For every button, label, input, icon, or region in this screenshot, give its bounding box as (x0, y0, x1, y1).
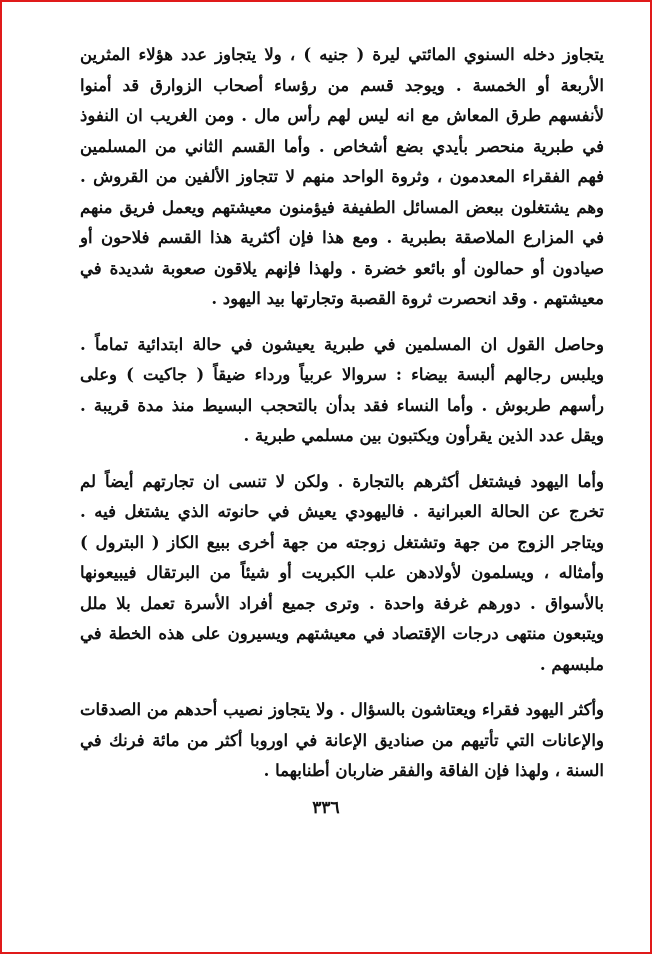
paragraph-gap (80, 680, 604, 695)
paragraph-3: وأما اليهود فيشتغل أكثرهم بالتجارة . ولكن لا تنسى ان تجارتهم أيضاً لم تخرج عن الحالة العبرانية . فاليهودي يعيش في حانوته الذي يشتغل فيه . ويتاجر الزوج من جهة وتشتغل زوجته من جهة أخرى ببيع الكاز ( البترول ) وأمثاله ، ويسلمون لأولادهن علب الكبريت أو شيئاً من البرتقال فيبيعونها بالأسواق . دورهم غرفة واحدة . وترى جميع أفراد الأسرة تعمل بلا ملل ويتبعون منتهى درجات الإقتصاد في معيشتهم ويسيرون على هذه الخطة في ملبسهم . (80, 471, 604, 674)
paragraph-2: وحاصل القول ان المسلمين في طبرية يعيشون في حالة ابتدائية تماماً . ويلبس رجالهم ألبسة بيضاء : سروالا عربياً ورداء ضيقاً ( جاكيت ) وعلى رأسهم طربوش . وأما النساء فقد بدأن بالتحجب البسيط منذ مدة قريبة . ويقل عدد الذين يقرأون ويكتبون بين مسلمي طبرية . (80, 334, 604, 445)
paragraph-1: يتجاوز دخله السنوي المائتي ليرة ( جنيه ) ، ولا يتجاوز عدد هؤلاء المثرين الأربعة أو الخمسة . ويوجد قسم من رؤساء أصحاب الزوارق قد أمنوا لأنفسهم طرق المعاش مع انه ليس لهم رأس مال . ومن الغريب ان النفوذ في طبرية منحصر بأيدي بضع أشخاص . وأما القسم الثاني من المسلمين فهم الفقراء المعدمون ، وثروة الواحد منهم لا تتجاوز الألفين من القروش . وهم يشتغلون ببعض المسائل الطفيفة فيؤمنون معيشتهم ويعمل فريق منهم في المزارع الملاصقة بطبرية . ومع هذا فإن أكثرية هذا القسم فلاحون أو صيادون أو حمالون أو بائعو خضرة . ولهذا فإنهم يلاقون صعوبة شديدة في معيشتهم . وقد انحصرت ثروة القصبة وتجارتها بيد اليهود . (80, 45, 604, 308)
page-number: ٣٣٦ (312, 798, 340, 818)
paragraph-4: وأكثر اليهود فقراء ويعتاشون بالسؤال . ولا يتجاوز نصيب أحدهم من الصدقات والإعانات التي تأتيهم من صناديق الإعانة في اوروبا أكثر من مائة فرنك في السنة ، ولهذا فإن الفاقة والفقر ضاربان أطنابهما . (80, 700, 604, 780)
paragraph-gap (80, 452, 604, 467)
paragraph-gap (80, 315, 604, 330)
page-body (80, 40, 604, 787)
